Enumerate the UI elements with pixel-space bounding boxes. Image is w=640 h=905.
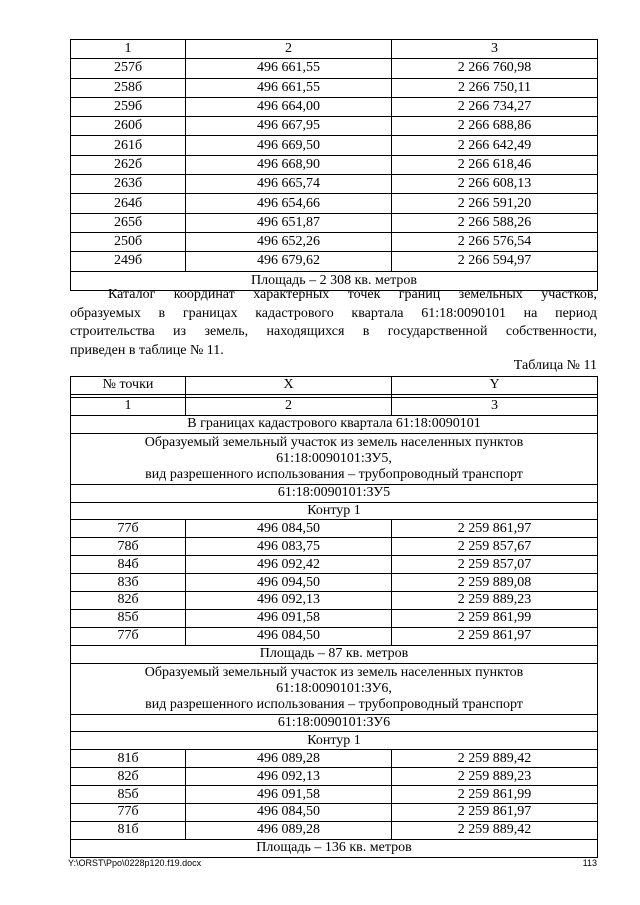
quarter-row — [71, 415, 598, 433]
column-number-row — [71, 40, 598, 59]
point-cell: 82б — [71, 768, 186, 786]
point-cell: 250б — [71, 232, 186, 251]
y-cell: 2 259 889,08 — [392, 574, 598, 592]
y-cell: 2 266 734,27 — [392, 97, 598, 116]
plot-id-cell: 61:18:0090101:ЗУ5 — [71, 484, 598, 502]
table-row — [71, 768, 598, 786]
point-cell: 262б — [71, 155, 186, 174]
table-row — [71, 520, 598, 538]
y-cell: 2 259 889,42 — [392, 750, 598, 768]
column-number-cell: 1 — [71, 397, 186, 415]
plot-id-row — [71, 714, 598, 732]
paragraph-line: Каталог координат характерных точек границ земельных участков, — [108, 287, 597, 302]
table-row — [71, 627, 598, 645]
paragraph-line: приведен в таблице № 11. — [70, 342, 224, 358]
y-cell: 2 266 594,97 — [392, 252, 598, 271]
point-cell: 81б — [71, 750, 186, 768]
y-cell: 2 259 889,23 — [392, 592, 598, 610]
plot-description-line: Образуемый земельный участок из земель населенных пунктов — [144, 664, 524, 680]
contour-row — [71, 502, 598, 520]
column-number-cell: 2 — [186, 40, 392, 59]
y-cell: 2 259 889,23 — [392, 768, 598, 786]
plot-id-row — [71, 484, 598, 502]
point-cell: 258б — [71, 78, 186, 97]
table-row — [71, 609, 598, 627]
plot-id-cell: 61:18:0090101:ЗУ6 — [71, 714, 598, 732]
table-row — [71, 592, 598, 610]
y-cell: 2 266 576,54 — [392, 232, 598, 251]
table-row — [71, 117, 598, 136]
x-cell: 496 083,75 — [186, 538, 392, 556]
x-cell: 496 084,50 — [186, 520, 392, 538]
y-cell: 2 259 861,99 — [392, 609, 598, 627]
contour-cell: Контур 1 — [71, 502, 598, 520]
point-cell: 77б — [71, 804, 186, 822]
paragraph-line: строительства из земель, находящихся в государственной собственности, — [70, 324, 597, 339]
point-cell: 259б — [71, 97, 186, 116]
column-number-cell: 3 — [392, 40, 598, 59]
body-paragraph — [70, 286, 597, 360]
coordinates-table-continued — [70, 39, 598, 291]
table-row — [71, 78, 598, 97]
x-cell: 496 084,50 — [186, 627, 392, 645]
area-cell: Площадь – 87 кв. метров — [71, 645, 598, 663]
column-header-x: X — [186, 377, 392, 395]
coordinates-table-11 — [70, 376, 598, 858]
plot-description-line: вид разрешенного использования – трубопроводный транспорт — [145, 696, 523, 712]
table-row — [71, 750, 598, 768]
y-cell: 2 259 861,97 — [392, 804, 598, 822]
y-cell: 2 259 857,07 — [392, 556, 598, 574]
x-cell: 496 091,58 — [186, 609, 392, 627]
y-cell: 2 259 861,97 — [392, 627, 598, 645]
table-row — [71, 252, 598, 271]
table-row — [71, 213, 598, 232]
x-cell: 496 651,87 — [186, 213, 392, 232]
column-number-cell: 3 — [392, 397, 598, 415]
point-cell: 82б — [71, 592, 186, 610]
plot-description-cell — [71, 663, 598, 714]
table-caption: Таблица № 11 — [513, 358, 597, 373]
table-row — [71, 136, 598, 155]
x-cell: 496 654,66 — [186, 194, 392, 213]
x-cell: 496 661,55 — [186, 78, 392, 97]
table-row — [71, 556, 598, 574]
table-row — [71, 175, 598, 194]
x-cell: 496 669,50 — [186, 136, 392, 155]
x-cell: 496 661,55 — [186, 59, 392, 78]
x-cell: 496 092,13 — [186, 592, 392, 610]
point-cell: 78б — [71, 538, 186, 556]
plot-description-line: 61:18:0090101:ЗУ6, — [276, 680, 392, 696]
y-cell: 2 266 608,13 — [392, 175, 598, 194]
column-number-cell: 1 — [71, 40, 186, 59]
y-cell: 2 266 591,20 — [392, 194, 598, 213]
table-row — [71, 786, 598, 804]
column-number-row — [71, 397, 598, 415]
paragraph-line: образуемых в границах кадастрового квартала 61:18:0090101 на период — [70, 305, 597, 321]
x-cell: 496 089,28 — [186, 750, 392, 768]
x-cell: 496 091,58 — [186, 786, 392, 804]
plot-description-row — [71, 663, 598, 714]
y-cell: 2 266 618,46 — [392, 155, 598, 174]
point-cell: 81б — [71, 821, 186, 839]
table-row — [71, 821, 598, 839]
point-cell: 249б — [71, 252, 186, 271]
table-row — [71, 97, 598, 116]
table-row — [71, 574, 598, 592]
area-row — [71, 839, 598, 857]
x-cell: 496 092,13 — [186, 768, 392, 786]
table-row — [71, 232, 598, 251]
plot-description-line: Образуемый земельный участок из земель населенных пунктов — [144, 434, 524, 450]
y-cell: 2 259 889,42 — [392, 821, 598, 839]
area-cell: Площадь – 136 кв. метров — [71, 839, 598, 857]
footer-page-number: 113 — [582, 858, 597, 868]
point-cell: 85б — [71, 786, 186, 804]
contour-row — [71, 732, 598, 750]
point-cell: 77б — [71, 520, 186, 538]
footer-file-path: Y:\ORST\Ppo\0228p120.f19.docx — [68, 858, 202, 868]
x-cell: 496 665,74 — [186, 175, 392, 194]
point-cell: 257б — [71, 59, 186, 78]
plot-description-line: 61:18:0090101:ЗУ5, — [276, 450, 392, 466]
x-cell: 496 679,62 — [186, 252, 392, 271]
x-cell: 496 084,50 — [186, 804, 392, 822]
y-cell: 2 259 861,99 — [392, 786, 598, 804]
column-header-point: № точки — [71, 377, 186, 395]
column-header-y: Y — [392, 377, 598, 395]
point-cell: 264б — [71, 194, 186, 213]
y-cell: 2 259 861,97 — [392, 520, 598, 538]
y-cell: 2 266 750,11 — [392, 78, 598, 97]
table-row — [71, 59, 598, 78]
x-cell: 496 092,42 — [186, 556, 392, 574]
plot-description-row — [71, 433, 598, 484]
table-row — [71, 155, 598, 174]
point-cell: 263б — [71, 175, 186, 194]
contour-cell: Контур 1 — [71, 732, 598, 750]
table-row — [71, 194, 598, 213]
x-cell: 496 089,28 — [186, 821, 392, 839]
point-cell: 260б — [71, 117, 186, 136]
x-cell: 496 667,95 — [186, 117, 392, 136]
x-cell: 496 094,50 — [186, 574, 392, 592]
point-cell: 265б — [71, 213, 186, 232]
point-cell: 84б — [71, 556, 186, 574]
plot-description-cell — [71, 433, 598, 484]
column-number-cell: 2 — [186, 397, 392, 415]
point-cell: 83б — [71, 574, 186, 592]
y-cell: 2 259 857,67 — [392, 538, 598, 556]
area-cell: Площадь – 2 308 кв. метров — [71, 271, 598, 290]
y-cell: 2 266 588,26 — [392, 213, 598, 232]
point-cell: 85б — [71, 609, 186, 627]
point-cell: 261б — [71, 136, 186, 155]
y-cell: 2 266 760,98 — [392, 59, 598, 78]
point-cell: 77б — [71, 627, 186, 645]
y-cell: 2 266 688,86 — [392, 117, 598, 136]
x-cell: 496 664,00 — [186, 97, 392, 116]
plot-description-line: вид разрешенного использования – трубопроводный транспорт — [145, 466, 523, 482]
table-row — [71, 804, 598, 822]
column-header-row — [71, 377, 598, 395]
x-cell: 496 652,26 — [186, 232, 392, 251]
area-row — [71, 645, 598, 663]
y-cell: 2 266 642,49 — [392, 136, 598, 155]
quarter-cell: В границах кадастрового квартала 61:18:0090101 — [71, 415, 598, 433]
x-cell: 496 668,90 — [186, 155, 392, 174]
table-row — [71, 538, 598, 556]
